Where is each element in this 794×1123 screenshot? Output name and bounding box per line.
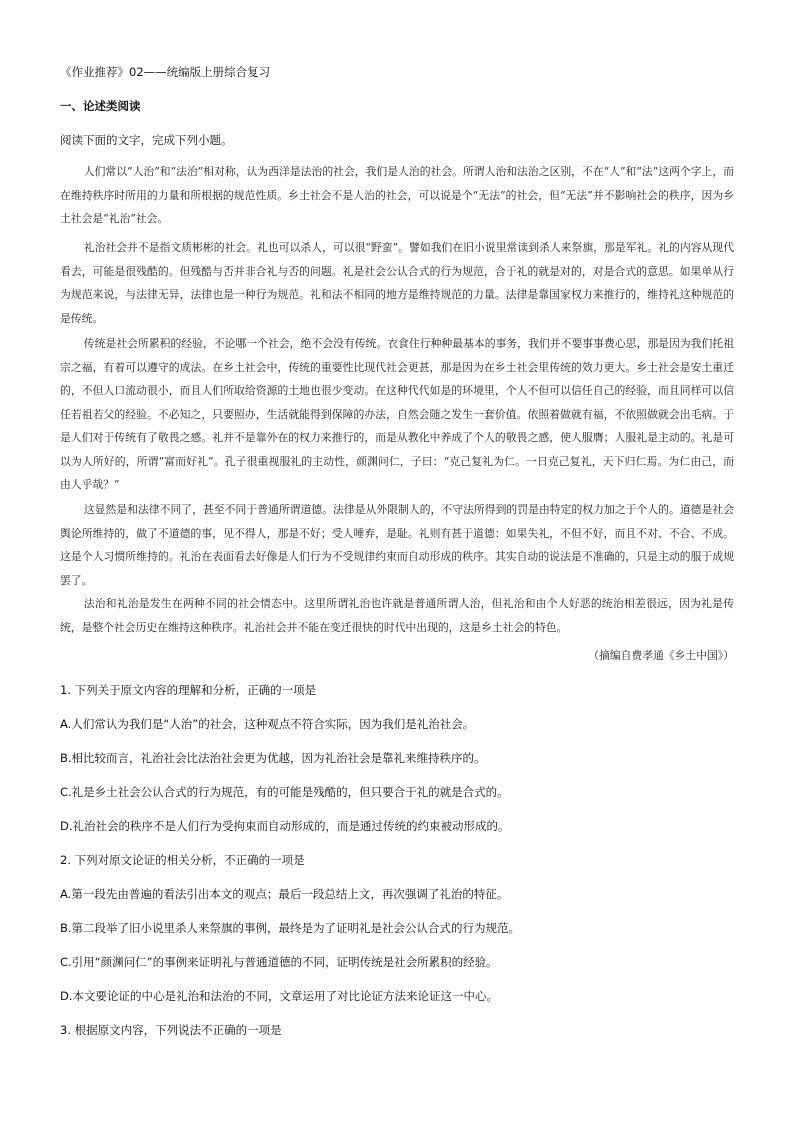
question-3-title: 3. 根据原文内容，下列说法不正确的一项是 xyxy=(60,1023,282,1037)
section-heading: 一、论述类阅读 xyxy=(60,99,141,113)
passage-paragraph-2: 礼治社会并不是指文质彬彬的社会。礼也可以杀人，可以很“野蛮”。譬如我们在旧小说里常读到杀人来祭旗，那是军礼。礼的内容从现代看去，可能是很残酷的。但残酷与否并非合礼与否的问题。礼是社会公认合式的行为规范，合于礼的就是对的，对是合式的意思。如果单从行为规范来说，与法律无异，法律也是一种行为规范。礼和法不相同的地方是维持规范的力量。法律是靠国家权力来推行的，维持礼这种规范的是传统。 xyxy=(60,241,734,325)
instruction-text: 阅读下面的文字，完成下列小题。 xyxy=(60,133,233,147)
passage-paragraph-3: 传统是社会所累积的经验，不论哪一个社会，绝不会没有传统。衣食住行种种最基本的事务，我们并不要事事费心思，那是因为我们托祖宗之福，有着可以遵守的成法。在乡土社会中，传统的重要性比现代社会更甚，那是因为在乡土社会里传统的效力更大。乡土社会是安土重迁的，不但人口流动很小，而且人们所取给资源的土地也很少变动。在这种代代如是的环境里，个人不但可以信任自己的经验，而且同样可以信任若祖若父的经验。不必知之，只要照办，生活就能得到保障的办法，自然会随之发生一套价值。依照着做就有福，不依照做就会出毛病。于是人们对于传统有了敬畏之感。礼并不是靠外在的权力来推行的，而是从教化中养成了个人的敬畏之感，使人服膺；人服礼是主动的。礼是可以为人所好的，所谓“富而好礼”。孔子很重视服礼的主动性，颜渊问仁，子曰：“克己复礼为仁。一日克己复礼，天下归仁焉。为仁由己，而由人乎哉？” xyxy=(60,337,734,491)
question-2-title: 2. 下列对原文论证的相关分析，不正确的一项是 xyxy=(60,853,305,867)
passage-paragraph-4: 这显然是和法律不同了，甚至不同于普通所谓道德。法律是从外限制人的，不守法所得到的罚是由特定的权力加之于个人的。道德是社会舆论所维持的，做了不道德的事，见不得人，那是不好；受人唾弃，是耻。礼则有甚于道德：如果失礼，不但不好，而且不对、不合、不成。这是个人习惯所维持的。礼治在表面看去好像是人们行为不受规律约束而自动形成的秩序。其实自动的说法是不准确的，只是主动的服于成规罢了。 xyxy=(60,503,734,587)
question-1-option-c: C.礼是乡土社会公认合式的行为规范，有的可能是残酷的，但只要合于礼的就是合式的。 xyxy=(60,785,509,799)
question-1-option-a: A.人们常认为我们是“人治”的社会，这种观点不符合实际，因为我们是礼治社会。 xyxy=(60,717,475,731)
question-1-title: 1. 下列关于原文内容的理解和分析，正确的一项是 xyxy=(60,683,317,697)
passage-paragraph-1: 人们常以“人治”和“法治”相对称，认为西洋是法治的社会，我们是人治的社会。所谓人治和法治之区别，不在“人”和“法”这两个字上，而在维持秩序时所用的力量和所根据的规范性质。乡土社会不是人治的社会，可以说是个“无法”的社会，但“无法”并不影响社会的秩序，因为乡土社会是“礼治”社会。 xyxy=(60,165,734,225)
document-title: 《作业推荐》02——统编版上册综合复习 xyxy=(60,65,271,79)
question-2-option-c: C.引用“颜渊问仁”的事例来证明礼与普通道德的不同，证明传统是社会所累积的经验。 xyxy=(60,955,498,969)
question-1-option-b: B.相比较而言，礼治社会比法治社会更为优越，因为礼治社会是靠礼来维持秩序的。 xyxy=(60,751,486,765)
passage-paragraph-5: 法治和礼治是发生在两种不同的社会情态中。这里所谓礼治也许就是普通所谓人治，但礼治和由个人好恶的统治相差很远，因为礼是传统，是整个社会历史在维持这种秩序。礼治社会并不能在变迁很快的时代中出现的，这是乡土社会的特色。 xyxy=(60,597,734,634)
question-2-option-b: B.第二段举了旧小说里杀人来祭旗的事例，最终是为了证明礼是社会公认合式的行为规范。 xyxy=(60,921,521,935)
passage-source: （摘编自费孝通《乡土中国》） xyxy=(588,649,734,662)
question-2-option-a: A.第一段先由普遍的看法引出本文的观点；最后一段总结上文，再次强调了礼治的特征。 xyxy=(60,887,509,901)
question-1-option-d: D.礼治社会的秩序不是人们行为受拘束而自动形成的，而是通过传统的约束被动形成的。 xyxy=(60,819,510,833)
question-2-option-d: D.本文要论证的中心是礼治和法治的不同，文章运用了对比论证方法来论证这一中心。 xyxy=(60,989,499,1003)
